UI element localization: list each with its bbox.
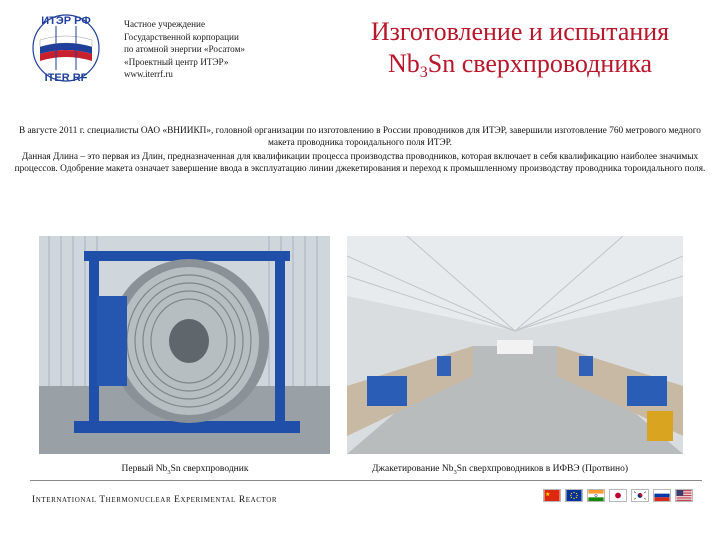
korea-flag-icon [631,489,649,502]
footer-text: International Thermonuclear Experimental Reactor [32,495,278,505]
organization-block [124,18,314,81]
title-line-1: Изготовление и испытания [370,17,670,46]
eu-flag-icon [565,489,583,502]
iter-rf-logo [26,10,106,86]
body-text [12,126,708,178]
caption-right: Джакетирование $Nb_3Sn$ сверхпроводников в ИФВЭ (Протвино) [371,464,629,476]
paragraph-2: Данная Длина – это первая из Длин, предназначенная для квалификации процесса производства проводников, которая включает в себя квалификацию наиболее значимых процессов. Одобрение макета означает завершение ввода в эксплуатацию линии джекетирования и переход к промышленному производству проводника тороидального поля. [14,152,706,174]
india-flag-icon [587,489,605,502]
usa-flag-icon [675,489,693,502]
org-line: Частное учреждение [124,19,206,29]
footer-divider [30,480,702,481]
logo-text-top: ИТЭР РФ [41,15,91,27]
title-line-2: $Nb_3Sn$ сверхпроводника [387,49,653,81]
caption-left: Первый $Nb_3Sn$ сверхпроводник [121,464,249,476]
russia-flag-icon [653,489,671,502]
conductor-spool-photo [39,236,330,454]
paragraph-1: В августе 2011 г. специалисты ОАО «ВНИИКП», головной организации по изготовлению в России проводников для ИТЭР, завершили изготовление 760 метрового медного макета проводника тороидального поля ИТЭР. [19,126,701,148]
logo-text-bottom: ITER RF [44,72,88,84]
jacketing-line-photo [347,236,683,454]
china-flag-icon [543,489,561,502]
org-line: Государственной корпорации [124,31,239,42]
org-url[interactable]: www.iterrf.ru [124,69,173,80]
partner-flags [543,489,693,502]
japan-flag-icon [609,489,627,502]
org-line: по атомной энергии «Росатом» [124,44,245,55]
slide-title [324,16,716,89]
org-line: «Проектный центр ИТЭР» [124,56,229,67]
